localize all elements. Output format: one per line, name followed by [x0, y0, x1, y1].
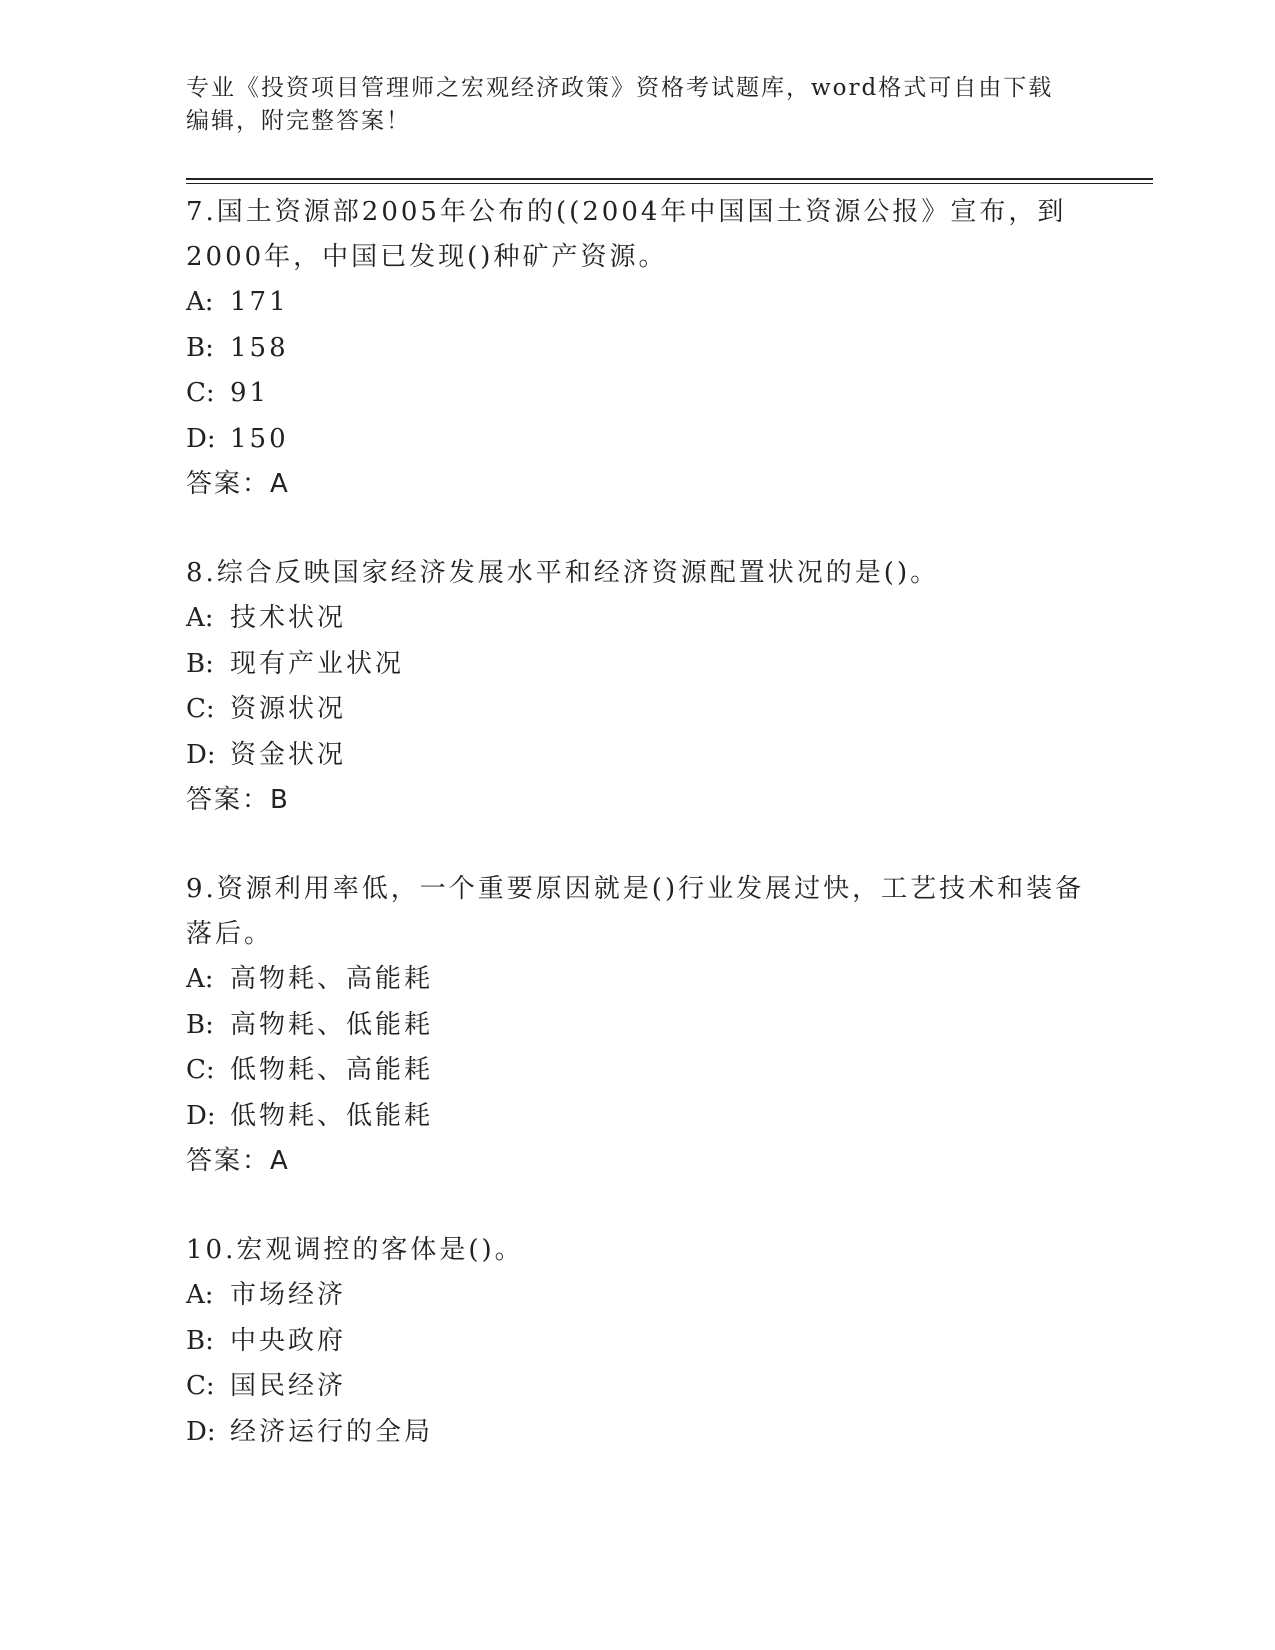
option-b	[186, 1003, 1086, 1049]
option-text: 经济运行的全局	[230, 1416, 434, 1447]
option-text: 国民经济	[230, 1371, 347, 1401]
option-letter: D:	[186, 739, 216, 770]
option-b	[186, 326, 1086, 372]
question-stem: 8.综合反映国家经济发展水平和经济资源配置状况的是()。	[186, 558, 940, 588]
question-9	[186, 867, 1086, 1183]
option-letter: B:	[186, 648, 214, 679]
option-text: 高物耗、低能耗	[230, 1009, 434, 1040]
option-letter: A:	[186, 1280, 214, 1310]
question-stem: 7.国土资源部2005年公布的((2004年中国国土资源公报》宣布，到2000年，中国已发现()种矿产资源。	[186, 197, 1067, 272]
option-c	[186, 371, 1086, 417]
option-text: 171	[230, 287, 289, 317]
option-text: 现有产业状况	[230, 648, 405, 679]
option-a	[186, 280, 1086, 326]
option-text: 150	[230, 423, 289, 454]
option-letter: C:	[186, 1371, 215, 1401]
option-d	[186, 417, 1086, 463]
option-letter: D:	[186, 1100, 216, 1131]
option-letter: C:	[186, 1055, 215, 1085]
option-c	[186, 687, 1086, 733]
spacer	[186, 822, 1086, 867]
answer-line: 答案：A	[186, 1146, 290, 1176]
spacer	[186, 1183, 1086, 1228]
question-stem: 9.资源利用率低，一个重要原因就是()行业发展过快，工艺技术和装备落后。	[186, 874, 1085, 949]
spacer	[186, 506, 1086, 551]
question-7	[186, 190, 1086, 506]
question-stem: 10.宏观调控的客体是()。	[186, 1235, 524, 1265]
option-a	[186, 596, 1086, 642]
option-d	[186, 1094, 1086, 1140]
answer-line: 答案：A	[186, 469, 290, 499]
option-letter: B:	[186, 1009, 214, 1040]
option-text: 158	[230, 332, 289, 363]
option-letter: D:	[186, 1416, 216, 1447]
option-c	[186, 1364, 1086, 1410]
option-b	[186, 1319, 1086, 1365]
option-letter: A:	[186, 287, 214, 317]
question-list	[186, 190, 1086, 1455]
option-c	[186, 1048, 1086, 1094]
option-letter: C:	[186, 378, 215, 408]
option-text: 低物耗、低能耗	[230, 1100, 434, 1131]
question-8	[186, 551, 1086, 822]
header-rule-thick	[186, 178, 1153, 180]
option-b	[186, 642, 1086, 688]
option-text: 资源状况	[230, 694, 347, 724]
option-text: 高物耗、高能耗	[230, 964, 434, 994]
answer-line: 答案：B	[186, 785, 290, 815]
option-text: 市场经济	[230, 1280, 347, 1310]
option-text: 低物耗、高能耗	[230, 1055, 434, 1085]
option-letter: D:	[186, 423, 216, 454]
option-text: 技术状况	[230, 603, 347, 633]
option-letter: C:	[186, 694, 215, 724]
header-rule-thin	[186, 183, 1153, 184]
option-letter: B:	[186, 1325, 214, 1356]
option-text: 中央政府	[230, 1325, 347, 1356]
option-a	[186, 1273, 1086, 1319]
question-10	[186, 1228, 1086, 1455]
option-letter: A:	[186, 603, 214, 633]
option-a	[186, 957, 1086, 1003]
option-letter: B:	[186, 332, 214, 363]
option-text: 资金状况	[230, 739, 347, 770]
option-d	[186, 1410, 1086, 1456]
option-text: 91	[230, 378, 270, 408]
option-letter: A:	[186, 964, 214, 994]
option-d	[186, 733, 1086, 779]
document-header: 专业《投资项目管理师之宏观经济政策》资格考试题库，word格式可自由下载编辑，附完整答案！	[186, 75, 1054, 134]
